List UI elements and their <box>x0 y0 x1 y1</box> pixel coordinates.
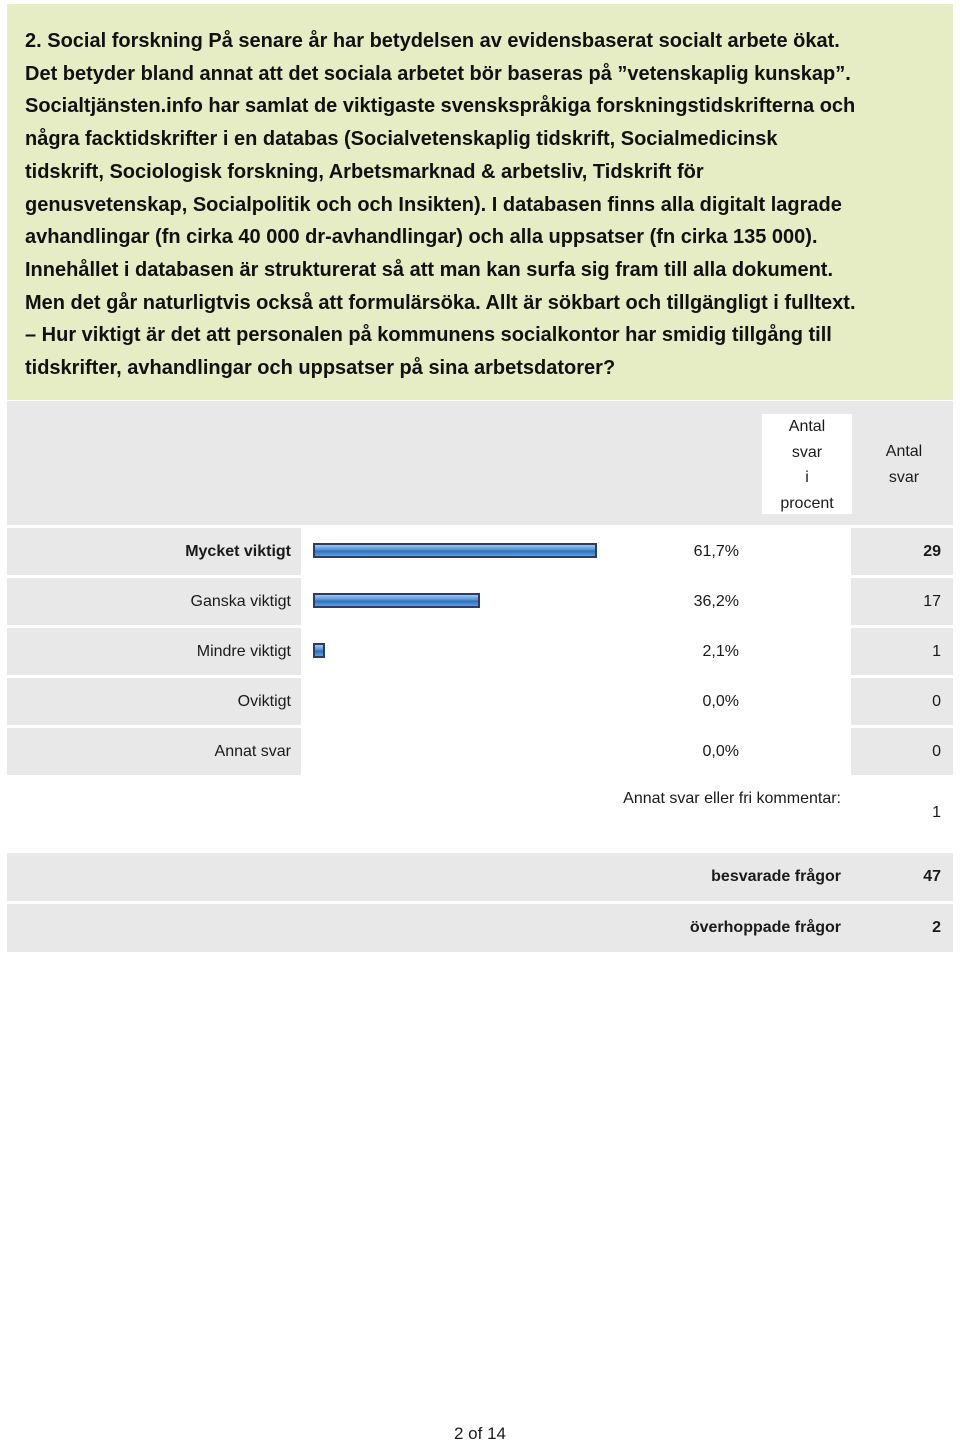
question-line: 2. Social forskning På senare år har betydelsen av evidensbaserat socialt arbete ökat. <box>25 30 840 52</box>
survey-results-table <box>7 401 953 955</box>
skipped-count: 2 <box>932 919 941 936</box>
table-row <box>7 678 953 725</box>
comment-row <box>7 778 953 850</box>
header-count <box>855 439 953 490</box>
category-label: Mycket viktigt <box>185 543 291 560</box>
header-count-line: svar <box>888 468 920 486</box>
answered-label: besvarade frågor <box>711 868 841 885</box>
header-percent-line: svar <box>791 443 823 461</box>
question-line: genusvetenskap, Socialpolitik och och Insikten). I databasen finns alla digitalt lagrade <box>25 193 842 216</box>
question-line: tidskrift, Sociologisk forskning, Arbetsmarknad & arbetsliv, Tidskrift för <box>25 160 704 183</box>
table-row <box>7 728 953 775</box>
skipped-label: överhoppade frågor <box>689 919 841 936</box>
header-percent-line: i <box>805 469 809 486</box>
table-row <box>7 528 953 575</box>
count-value: 0 <box>932 693 941 710</box>
table-row <box>7 578 953 625</box>
bar-cell <box>301 628 851 675</box>
question-line: Socialtjänsten.info har samlat de viktigaste svenskspråkiga forskningstidskrifterna och <box>25 95 856 118</box>
question-line: – Hur viktigt är det att personalen på kommunens socialkontor har smidig tillgång till <box>25 324 832 347</box>
question-line: Men det går naturligtvis också att formulärsöka. Allt är sökbart och tillgängligt i fulltext. <box>25 291 856 314</box>
page-number: 2 of 14 <box>454 1424 506 1443</box>
count-value: 1 <box>932 643 941 660</box>
question-line: några facktidskrifter i en databas (Socialvetenskaplig tidskrift, Socialmedicinsk <box>25 128 778 151</box>
question-line: Innehållet i databasen är strukturerat så att man kan surfa sig fram till alla dokument. <box>25 258 834 281</box>
table-header <box>7 401 953 525</box>
table-row <box>7 628 953 675</box>
count-value: 17 <box>923 593 941 610</box>
category-label: Annat svar <box>214 743 291 760</box>
bar-cell <box>301 678 851 725</box>
bar-cell <box>301 528 851 575</box>
percent-value: 61,7% <box>693 543 739 560</box>
bar <box>313 643 325 658</box>
bar <box>313 593 480 608</box>
count-value: 29 <box>923 543 941 560</box>
header-count-line: Antal <box>885 443 923 460</box>
category-label: Oviktigt <box>237 693 291 710</box>
question-line: avhandlingar (fn cirka 40 000 dr-avhandlingar) och alla uppsatser (fn cirka 135 000). <box>25 226 818 249</box>
bar-cell <box>301 578 851 625</box>
answered-row <box>7 853 953 901</box>
question-line: Det betyder bland annat att det sociala arbetet bör baseras på ”vetenskaplig kunskap”. <box>25 62 851 85</box>
category-label: Ganska viktigt <box>190 593 291 610</box>
count-value: 0 <box>932 743 941 760</box>
percent-value: 2,1% <box>702 643 739 660</box>
answered-count: 47 <box>923 868 941 885</box>
skipped-row <box>7 904 953 952</box>
header-percent-line: Antal <box>788 418 826 435</box>
percent-value: 0,0% <box>702 743 739 760</box>
percent-value: 36,2% <box>693 593 739 610</box>
percent-value: 0,0% <box>702 693 739 710</box>
question-box <box>7 4 953 400</box>
bar-cell <box>301 728 851 775</box>
header-percent <box>762 414 852 514</box>
comment-count: 1 <box>932 804 941 821</box>
question-line: tidskrifter, avhandlingar och uppsatser på sina arbetsdatorer? <box>25 357 616 380</box>
comment-label: Annat svar eller fri kommentar: <box>623 790 841 807</box>
header-percent-line: procent <box>780 494 834 512</box>
category-label: Mindre viktigt <box>196 643 291 660</box>
bar <box>313 543 597 558</box>
